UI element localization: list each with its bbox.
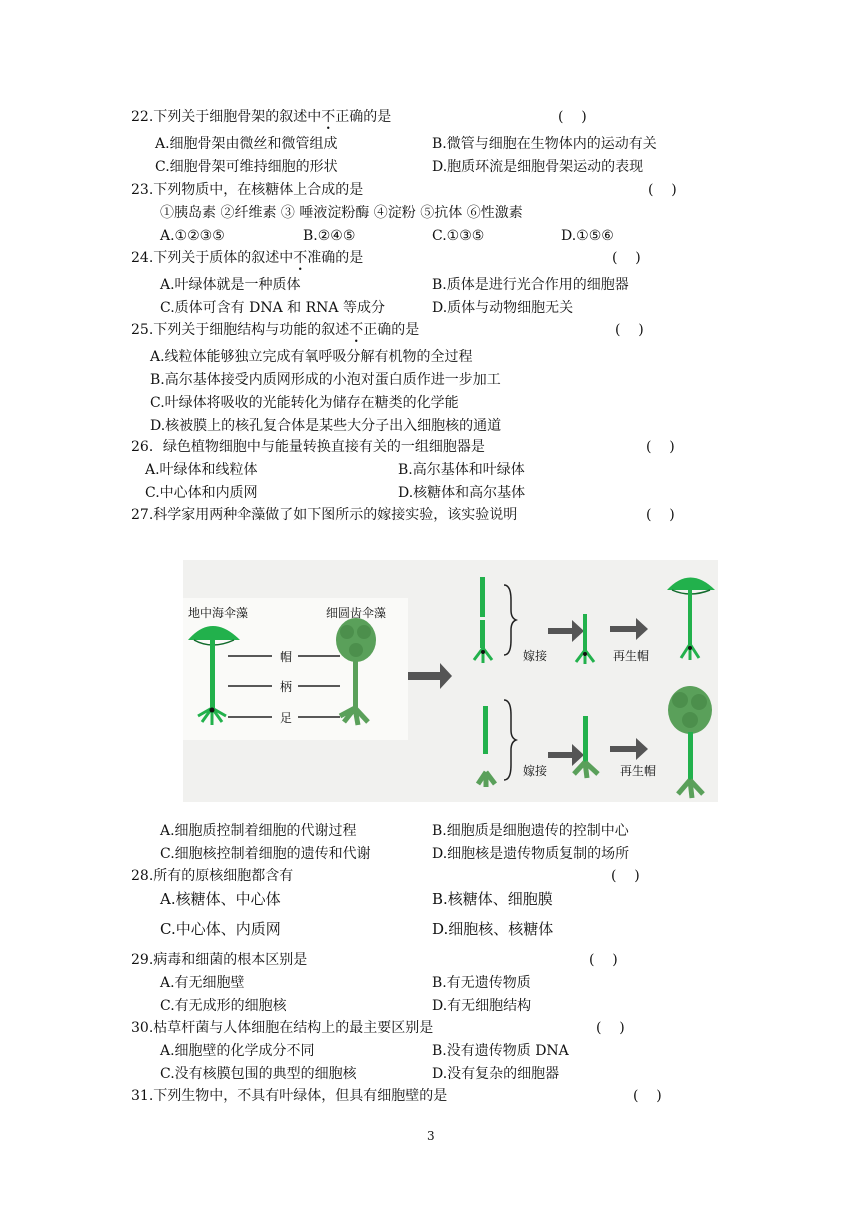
q28-option-d: D.细胞核、核糖体 [432,920,554,938]
q26-answer-blank[interactable]: ( ) [646,439,675,455]
q22-option-a: A.细胞骨架由微丝和微管组成 [155,136,338,152]
q28-option-a: A.核糖体、中心体 [160,890,281,908]
q26-option-d: D.核糖体和高尔基体 [398,485,526,501]
regen-arrow-bottom-icon [610,738,648,760]
q30-option-c: C.没有核膜包围的典型的细胞核 [160,1066,357,1082]
q28-answer-blank[interactable]: ( ) [611,868,640,884]
q22-option-c: C.细胞骨架可维持细胞的形状 [155,159,338,175]
q29-answer-blank[interactable]: ( ) [589,952,618,968]
q27-option-d: D.细胞核是遗传物质复制的场所 [432,846,630,862]
q26-option-a: A.叶绿体和线粒体 [145,462,258,478]
part-stalk-label: 柄 [280,680,293,694]
q24-option-a: A.叶绿体就是一种质体 [160,277,301,293]
crenulata-alga-icon [336,618,376,725]
q25-option-a: A.线粒体能够独立完成有氧呼吸分解有机物的全过程 [150,349,473,365]
q25-option-c: C.叶绿体将吸收的光能转化为储存在糖类的化学能 [150,395,459,411]
q31-stem: 31.下列生物中，不具有叶绿体，但具有细胞壁的是 [131,1088,448,1104]
part-foot-label: 足 [280,711,293,725]
top-row-pieces [474,577,715,664]
q28-stem: 28.所有的原核细胞都含有 [131,868,294,884]
q27-stem: 27.科学家用两种伞藻做了如下图所示的嫁接实验，该实验说明 [131,507,518,523]
q25-answer-blank[interactable]: ( ) [615,322,644,338]
q29-option-c: C.有无成形的细胞核 [160,998,287,1014]
q24-option-b: B.质体是进行光合作用的细胞器 [432,277,629,293]
q23-option-b: B.②④⑤ [303,228,356,244]
q30-stem: 30.枯草杆菌与人体细胞在结构上的最主要区别是 [131,1020,434,1036]
regen-label-top: 再生帽 [613,649,650,663]
q30-option-a: A.细胞壁的化学成分不同 [160,1043,315,1059]
q23-answer-blank[interactable]: ( ) [648,182,677,198]
q26-stem: 26．绿色植物细胞中与能量转换直接有关的一组细胞器是 [131,439,485,455]
q30-option-b: B.没有遗传物质 DNA [432,1043,569,1059]
q22-option-d: D.胞质环流是细胞骨架运动的表现 [432,159,644,175]
graft-arrow-top-icon [548,620,584,642]
q28-option-b: B.核糖体、细胞膜 [432,890,553,908]
q30-option-d: D.没有复杂的细胞器 [432,1066,560,1082]
q29-option-a: A.有无细胞壁 [160,975,245,991]
q22-answer-blank[interactable]: ( ) [558,109,587,125]
q29-option-d: D.有无细胞结构 [432,998,532,1014]
q25-option-d: D.核被膜上的核孔复合体是某些大分子出入细胞核的通道 [150,418,502,434]
q28-option-c: C.中心体、内质网 [160,920,281,938]
q29-stem: 29.病毒和细菌的根本区别是 [131,952,308,968]
part-cap-label: 帽 [280,650,293,664]
mediterranea-alga-icon [188,626,240,725]
q22-stem: 22.下列关于细胞骨架的叙述中不正确的是 [131,109,392,125]
q25-stem: 25.下列关于细胞结构与功能的叙述不正确的是 [131,322,420,338]
graft-arrow-bottom-icon [548,744,584,766]
regen-arrow-top-icon [610,618,648,640]
q27-option-c: C.细胞核控制着细胞的遗传和代谢 [160,846,371,862]
q23-option-d: D.①⑤⑥ [561,228,614,244]
q22-option-b: B.微管与细胞在生物体内的运动有关 [432,136,657,152]
graft-label-bottom: 嫁接 [523,764,548,778]
q31-answer-blank[interactable]: ( ) [633,1088,662,1104]
q27-option-a: A.细胞质控制着细胞的代谢过程 [160,823,357,839]
bottom-row-pieces [478,686,712,798]
q24-stem: 24.下列关于质体的叙述中不准确的是 [131,250,364,266]
q30-answer-blank[interactable]: ( ) [596,1020,625,1036]
q26-option-c: C.中心体和内质网 [145,485,258,501]
q29-option-b: B.有无遗传物质 [432,975,531,991]
q23-items: ①胰岛素 ②纤维素 ③ 唾液淀粉酶 ④淀粉 ⑤抗体 ⑥性激素 [160,205,523,221]
q27-answer-blank[interactable]: ( ) [646,507,675,523]
q24-option-c: C.质体可含有 DNA 和 RNA 等成分 [160,300,385,316]
species-right-label: 细圆齿伞藻 [326,606,387,620]
species-left-label: 地中海伞藻 [188,606,249,620]
main-arrow-icon [408,663,452,689]
page-number: 3 [427,1129,435,1143]
regen-label-bottom: 再生帽 [620,764,657,778]
q23-option-a: A.①②③⑤ [160,228,225,244]
q26-option-b: B.高尔基体和叶绿体 [398,462,525,478]
graft-label-top: 嫁接 [523,649,548,663]
q23-stem: 23.下列物质中，在核糖体上合成的是 [131,182,364,198]
q25-option-b: B.高尔基体接受内质网形成的小泡对蛋白质作进一步加工 [150,372,501,388]
q24-answer-blank[interactable]: ( ) [612,250,641,266]
q27-option-b: B.细胞质是细胞遗传的控制中心 [432,823,629,839]
q24-option-d: D.质体与动物细胞无关 [432,300,574,316]
q23-option-c: C.①③⑤ [432,228,485,244]
